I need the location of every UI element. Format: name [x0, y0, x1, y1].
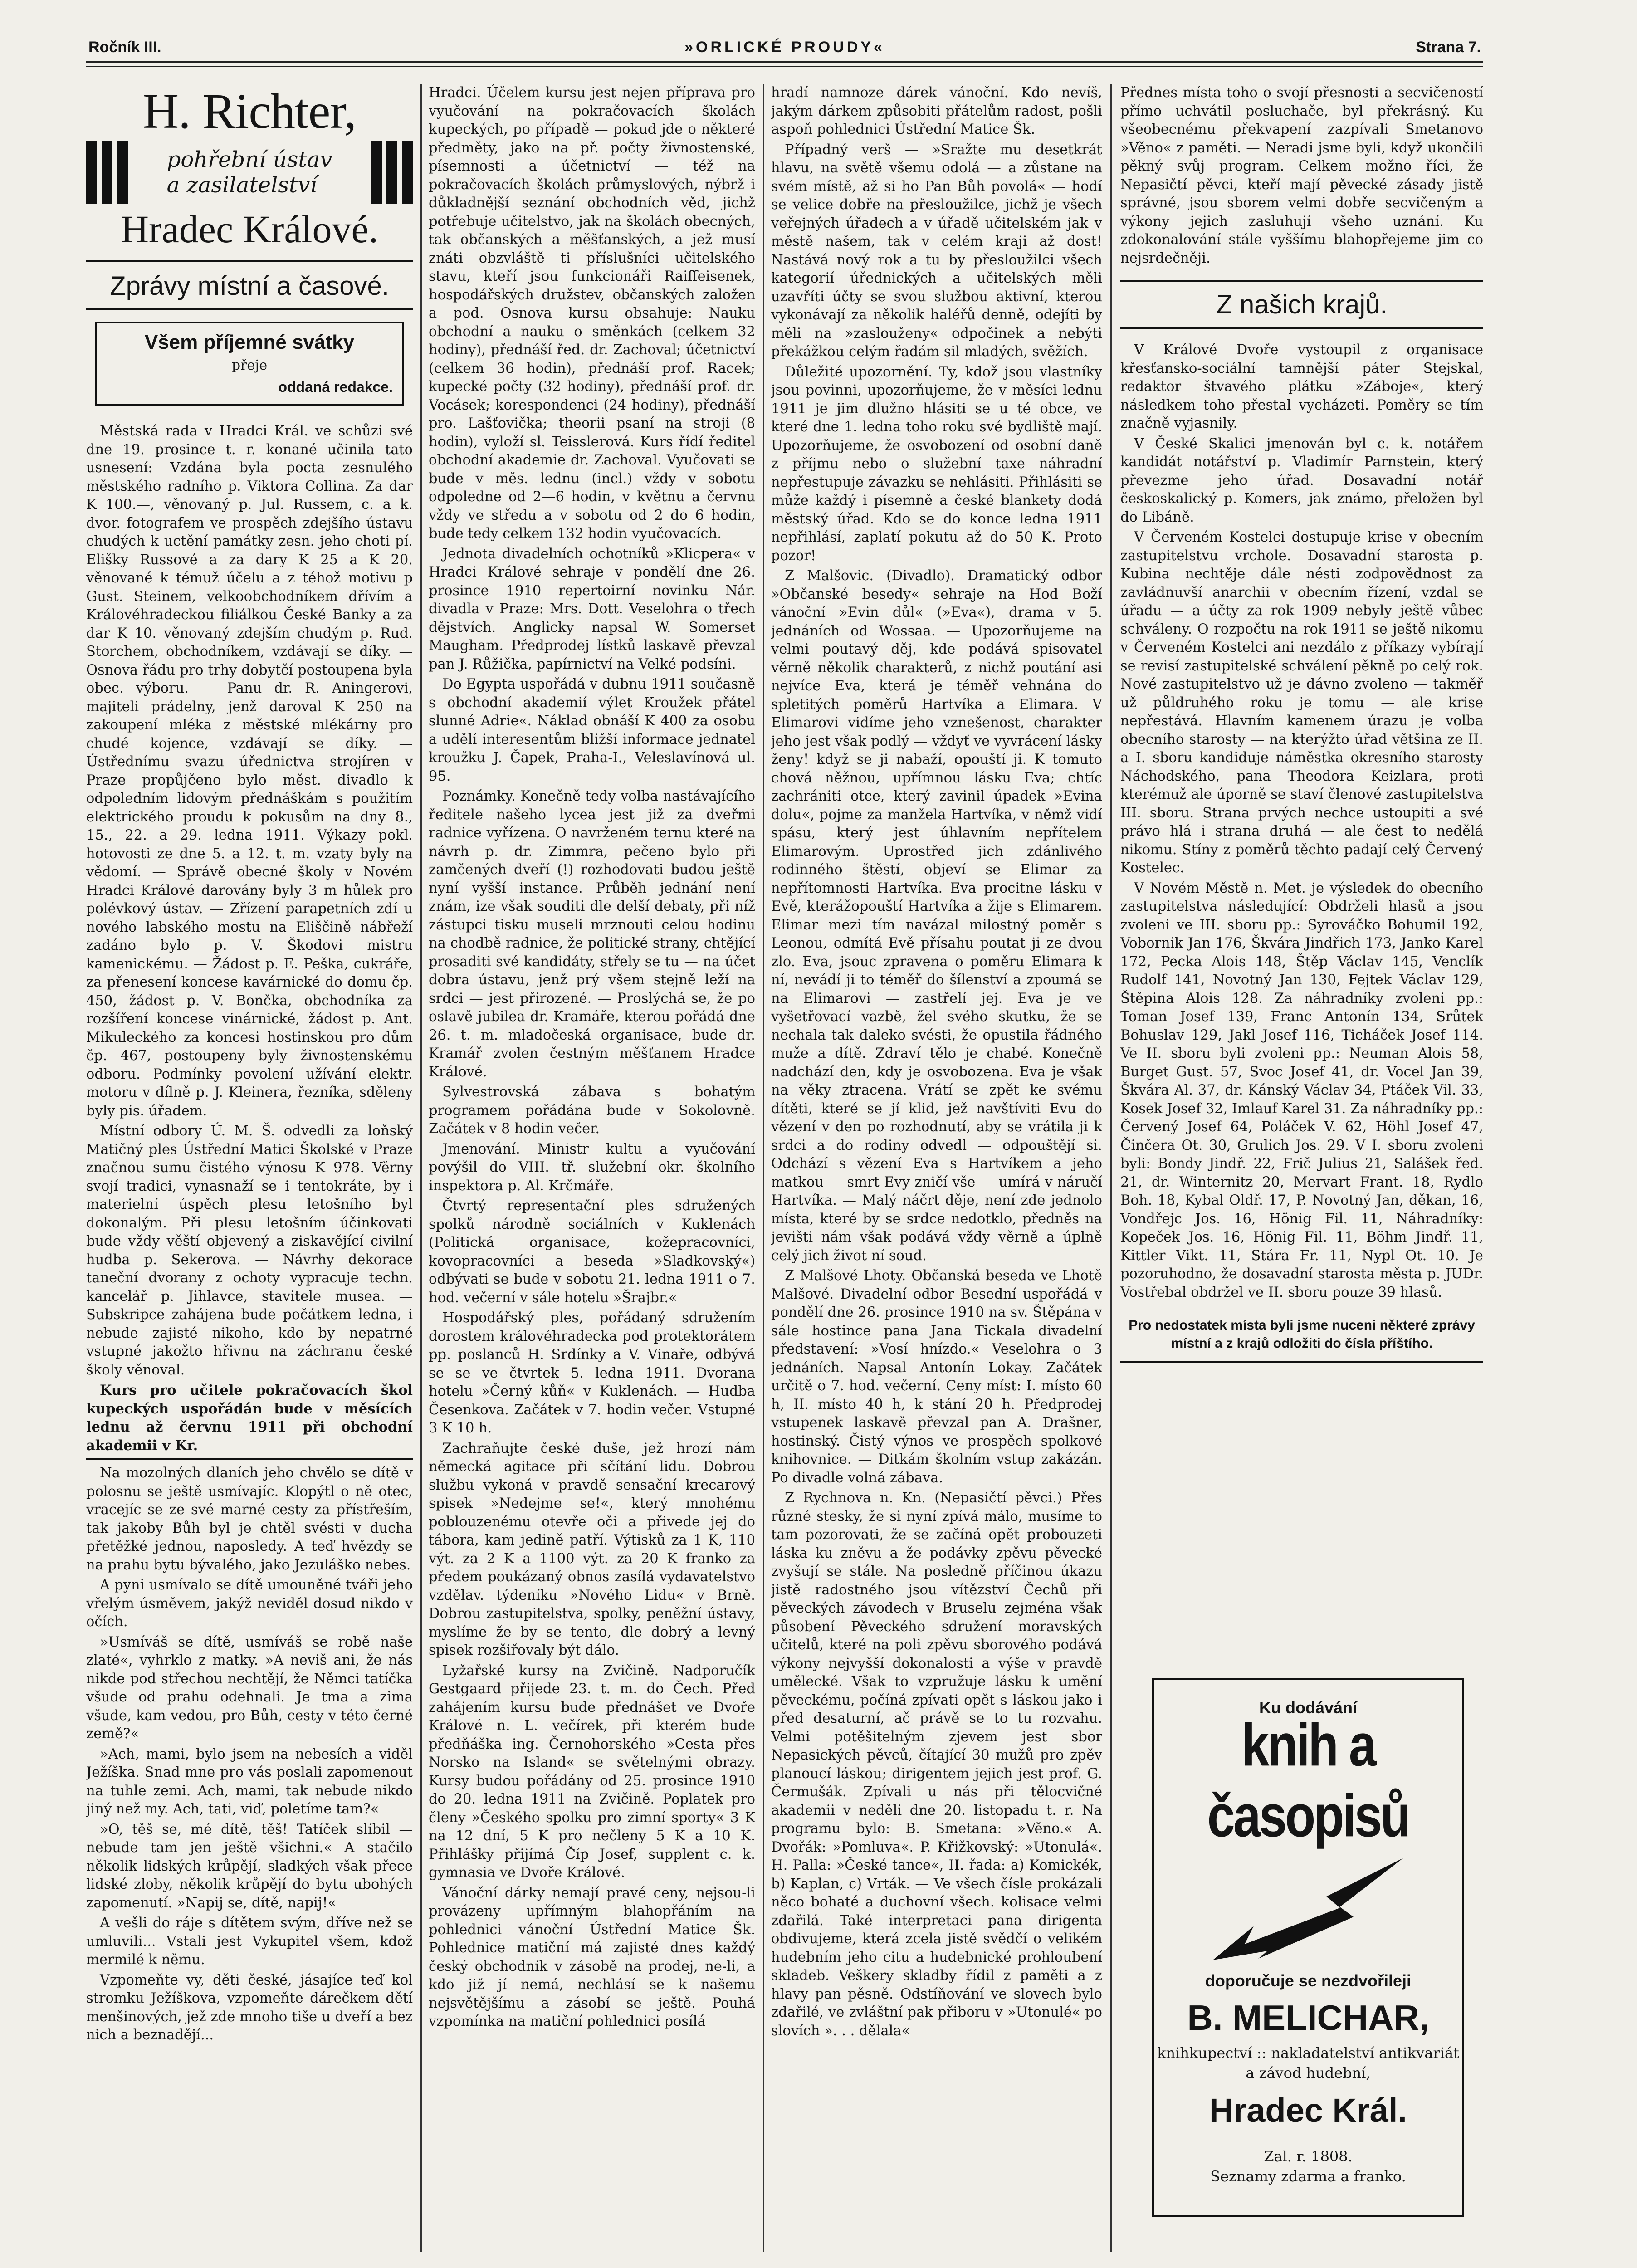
article-paragraph: Z Malšovic. (Divadlo). Dramatický odbor »Občanské besedy« sehraje na Hod Boží vánoční »Evin důl« (»Eva«), drama v 5. jednáních od Wossaa. — Upozorňujeme na velmi poutavý děj, kde podává spisovatel věrně několik charakterů, z nichž poutání asi nejvíce Eva, která je téměř vehnána do spletitých poměrů Hartvíka a Elimara. V Elimarovi vidíme jeho vznešenost, charakter jeho jest však podlý — vždyť ve vyvrácení lásky ženy! když se ji nabaží, opouští ji. K tomuto chová něžnou, upřímnou lásku Eva; chtíc zachrániti otce, který zavinil úpadek »Evina dolu«, pojme za manžela Hartvíka, v němž vidí spásu, který jest úhlavním nepřítelem Elimarovým. Uprostřed jich zdánlivého rodinného štěstí, objeví se Elimar za nepřítomnosti Hartvíka. Eva procitne lásku v Evě, kterážopouští Hartvíka a žije s Elimarem. Elimar mezi tím navázal milostný poměr s Leonou, odmítá Evě přísahu poutat ji ze dvou zlo. Eva, jsouc zpravena o poměru Elimara k ní, nevádí ji to téměř do šílenství a zpoumá se na Elimarovi — zastřelí jej. Eva je ve vyšetřovací vazbě, žel svého skutku, že se nechala tak daleko svésti, že opustila řádného muže a dítě. Zdraví tělo je chabé. Konečně nadchází den, kdy je osvobozena. Eva je však na věky ztracena. Vrátí se zpět ke svému dítěti, které se jí klid, jež navštíviti Evu do vězení v den po rozhodnutí, aby se vrátila ji k srdci a do rodiny odvedl — odpouštějí si. Odchází s vězení Eva s Hartvíkem a jeho matkou — smrt Evy zničí vše — umírá v náručí Hartvíka. — Malý náčrt děje, není zde jednolo místa, které by se srdce nedotklo, předněs na jevišti nám však podává vždy věrně a úplně celý jich život ní soud.	[771, 568, 1102, 1264]
article-paragraph: Kurs pro učitele pokračovacích škol kupeckých uspořádán bude v měsících lednu až červnu 1911 při obchodní akademii v Kr.	[86, 1382, 413, 1454]
greeting-sign: oddaná redakce.	[278, 379, 393, 395]
editorial-note: Pro nedostatek místa byli jsme nuceni některé zprávy místní a z krajů odložiti do čísla příštího.	[1120, 1310, 1483, 1363]
richter-advertisement	[86, 84, 413, 262]
story-paragraph: A vešli do ráje s dítětem svým, dříve než se umluvili... Vstali jest Vykupitel všem, kdož mermilé k němu.	[86, 1915, 413, 1968]
article-paragraph: Hradci. Účelem kursu jest nejen příprava pro vyučování na pokračovacích školách kupeckých, po případě — pokud jde o některé předměty, jako na př. počty živnostenské, písemnosti a účetnictví — též na pokračovacích školách průmyslových, nýbrž i důkladnější seznání obchodních věd, jichž potřebuje učitelstvo, jak na školách obecných, tak občanských a měšťanských, a jež musí znáti obzvláště ti příslušníci učitelského stavu, kteří jsou funkcionáři Raiffeisenek, hospodářských družstev, občanských založen a pod. Osnova kursu obsahuje: Nauku obchodní a nauku o směnkách (celkem 32 hodiny), přednáší řed. dr. Zachoval; účetnictví (celkem 36 hodin), přednáší prof. Racek; kupecké počty (32 hodiny), přednáší prof. dr. Vocásek; korespondenci (24 hodiny), přednáší pro. Lašťovička; theorii psaní na stroji (8 hodin), vyloží sl. Teisslerová. Kurs řídí ředitel obchodní akademie dr. Zachoval. Vyučovati se bude v měs. lednu (incl.) vždy v sobotu odpoledne od 2—6 hodin, v květnu a červnu vždy ve středu a v sobotu od 2 do 6 hodin, bude tedy celkem 132 hodin vyučovacích.	[429, 85, 755, 542]
ad-recommendation: doporučuje se nezdvořileji	[1205, 1971, 1412, 1990]
greeting-title: Všem příjemné svátky	[144, 331, 355, 353]
article-paragraph: V Králové Dvoře vystoupil z organisace křesťansko-sociální tamnější páter Stejskal, redaktor štvavého plátku »Záboje«, který následkem toho přestal vycházeti. Poměry se tím značně vyjasnily.	[1120, 342, 1483, 431]
ad-company-name: B. MELICHAR,	[1187, 1998, 1429, 2038]
article-paragraph: Lyžařské kursy na Zvičině. Nadporučík Gestgaard přijede 23. t. m. do Čech. Před zahájením kursu bude přednášet ve Dvoře Králové n. L. večírek, při kterém bude předňáška ing. Černohorského »Cesta přes Norsko na Island« se světelnými obrazy. Kursy budou pořádány od 25. prosince 1910 do 20. ledna 1911 na Zvičině. Poplatek pro členy »Českého spolku pro zimní sporty« 3 K na 12 dní, 5 K pro nečleny 5 K a 10 K. Přihlášky přijímá Číp Josef, supplent c. k. gymnasia ve Dvoře Králové.	[429, 1662, 755, 1881]
column-2	[429, 84, 755, 2252]
article-paragraph: Městská rada v Hradci Král. ve schůzi své dne 19. prosince t. r. konané učinila tato usnesení: Vzdána byla pocta zesnulého městského radního p. Viktora Collina. Za dar K 100.—, věnovaný p. Jul. Russem, c. a k. dvor. fotografem ve prospěch zdejšího ústavu chudých k uctění památky zesn. jeho choti pí. Elišky Russové a za dary K 25 a K 20. věnované k témuž účelu a z téhož motivu p Gust. Steinem, velkoobchodníkem dřívím a Královéhradeckou filiálkou České Banky a za dar K 10. věnovaný zdejším chudým p. Rud. Storchem, obchodníkem, vzdávají se díky. — Osnova řádu pro trhy dobytčí postoupena byla obec. výboru. — Panu dr. R. Aningerovi, majiteli prádelny, jenž daroval K 250 na zakoupení mléka z městské mlékárny pro chudé kojence, vzdávají se díky. — Ústřednímu svazu úřednictva strojíren v Praze propůjčeno bylo měst. divadlo k odpoledním lidovým přednáškám s použitím elektrického proudu k pokusům na dny 8., 15., 22. a 29. ledna 1911. Výkazy pokl. hotovosti ze dne 5. a 12. t. m. vzaty byly na vědomí. — Správě obecné školy v Novém Hradci Králové darovány byly 3 m hůlek pro polévkový ústav. — Zřízení parapetních zdí u nového labského mostu na Eliščině nábřeží zadáno bylo p. V. Škodovi mistru kamenickému. — Žádost p. E. Peška, cukráře, za přenesení koncese kavárnické do domu čp. 450, žádost p. V. Bončka, obchodníka za rozšíření koncese vinárnické, žádost p. Ant. Mikuleckého za koncesi hostinskou pro dům čp. 467, postoupeny byly živnostenskému odboru. Podmínky povolení užívání elektr. motoru v dílně p. J. Kleinera, řezníka, sděleny byly pis. úřadem.	[86, 423, 413, 1119]
article-paragraph: Zachraňujte české duše, jež hrozí nám německá agitace při sčítání lidu. Dobrou službu vykoná v pravdě sensační krecarový spisek »Nedejme se!«, který mnohému poblouzenému otevře oči a přivede jej do tábora, kam jedině patří. Výtisků za 1 K, 110 výt. za 2 K a 1100 výt. za 20 K franko za předem poukázaný obnos zasílá vydavatelstvo vzdělav. týdeníku »Nového Lidu« v Brně. Dobrou zastupitelstva, spolky, peněžní ústavy, myslíme že by se tento, dle dobrý a levný spisek rozšiřovaly být dálo.	[429, 1440, 755, 1658]
story-paragraph: »Usmíváš se dítě, usmíváš se robě naše zlaté«, vyhrklo z matky. »A neviš ani, že nás nikde pod střechou nechtějí, že Němci tatíčka všude od prahu odehnali. Je tma a zima všude, kam vedou, pro Bůh, cesty v této černé země?«	[86, 1634, 413, 1742]
header-rule-thin	[86, 66, 1483, 67]
article-paragraph: Čtvrtý representační ples sdružených spolků národně sociálních v Kuklenách (Politická organisace, kožepracovníci, kovopracovníci a beseda »Sladkovský«) odbývati se bude v sobotu 21. ledna 1911 o 7. hod. večerní v sále hotelu »Šrajbr.«	[429, 1198, 755, 1306]
bars-ornament-left	[86, 141, 128, 204]
article-paragraph: V České Skalici jmenován byl c. k. notářem kandidát notářství p. Vladimír Parnstein, který převezme jeho úřad. Dosavadní notář českoskalický p. Komers, jak známo, přeložen byl do Libáně.	[1120, 435, 1483, 525]
story-paragraph: Na mozolných dlaních jeho chvělo se dítě v polosnu se ještě usmívajíc. Klopýtl o ně otec, vracejíc se ze své marné cesty za přístřeším, tak jakoby Bůh byl je chtěl svésti v ducha přetěžké jednou, naposledy. A teď hvězdy se na prahu bytu bývalého, jako Jezuláško nebes.	[86, 1465, 413, 1573]
bars-ornament-right	[371, 141, 413, 204]
article-paragraph: V Novém Městě n. Met. je výsledek do obecního zastupitelstva následující: Obdrželi hlasů a jsou zvoleni ve III. sboru pp.: Syrováčko Bohumil 192, Vobornik Jan 176, Škvára Jindřich 173, Janko Karel 172, Pecka Alois 148, Štěp Václav 145, Venclík Rudolf 141, Novotný Jan 130, Fejtek Václav 129, Štěpina Alois 128. Za náhradníky zvoleni pp.: Toman Josef 139, Franc Antonín 134, Srůtek Bohuslav 129, Jakl Josef 116, Ticháček Josef 114. Ve II. sboru byli zvoleni pp.: Neuman Alois 58, Burget Gust. 57, Svoc Josef 41, dr. Vocel Jan 39, Škvára Al. 37, dr. Kánský Václav 34, Ptáček Vil. 33, Kosek Josef 32, Imlauf Karel 31. Za náhradníky pp.: Červený Josef 64, Poláček V. 62, Höhl Josef 47, Činčera Ot. 30, Grulich Jos. 29. V I. sboru zvoleni byli: Bondy Jindř. 22, Frič Julius 21, Salášek řed. 21, dr. Winternitz 20, Mervart Frant. 18, Rydlo Boh. 18, Kybal Oldř. 17, P. Novotný Jan, děkan, 16, Vondřejc Jos. 16, Hönig Fil. 11, Náhradníky: Kopeček Jos. 16, Hönig Fil. 11, Böhm Jindř. 11, Kittler Vikt. 11, Stára Fr. 11, Nypl Ot. 10. Je pozoruhodno, že dosavadní starosta města p. JUDr. Vostřebal obdržel ve II. sboru pouze 39 hlasů.	[1120, 880, 1483, 1300]
article-paragraph: Důležité upozornění. Ty, kdož jsou vlastníky jsou povinni, upozorňujeme, že v měsíci lednu 1911 je jim dlužno hlásiti se u té obce, ve které dne 1. ledna toho roku své bydliště mají. Upozorňujeme, že osvobození od osobní daně z příjmu nebo o služební taxe náhradní nepřestupuje závazku se nehlásiti. Přihlásiti se může každý i písemně a české blankety dodá městský úřad. Kdo se do konce ledna 1911 nepřihlásí, zaplatí pokutu až do 50 K. Proto pozor!	[771, 364, 1102, 564]
column-divider	[420, 84, 422, 2252]
story-divider	[86, 1458, 413, 1460]
greeting-box	[95, 322, 404, 406]
article-paragraph: Z Malšové Lhoty. Občanská beseda ve Lhotě Malšové. Divadelní odbor Besední uspořádá v pondělí dne 26. prosince 1910 na sv. Štěpána v sále hostince pana Jana Tickala divadelní představení: »Vosí hnízdo.« Veselohra o 3 jednáních. Napsal Antonín Lokay. Začátek určitě o 7. hod. večerní. Ceny míst: I. místo 60 h, II. místo 40 h, k stání 20 h. Předprodej vstupenek laskavě převzal pan A. Drašner, hostinský. Čistý výnos ve prospěch spolkové knihovnice. — Ditkám školním vstup zakázán. Po divadle volná zábava.	[771, 1268, 1102, 1486]
story-paragraph: A pyni usmívalo se dítě umouněné tváři jeho vřelým úsměvem, jakýž neviděl dosud nikdo v očích.	[86, 1577, 413, 1630]
article-paragraph: Přednes místa toho o svojí přesnosti a secvičeností přímo uchvátil posluchače, byl překrásný. Ku všeobecnému překvapení zazpívali Smetanovo »Věno« z paměti. — Neradi jsme byli, když ukončili pěkný svůj program. Celkem možno říci, že Nepasičtí pěvci, kteří mají pěvecké zásady jistě správné, jsou sborem velmi dobře secvičeným a výkony jejich zasluhují všeho uznání. Ku zdokonalování stále vyššímu blahopřejeme jim co nejsrdečněji.	[1120, 85, 1483, 266]
column-divider	[763, 84, 764, 2252]
header-rule	[86, 61, 1483, 63]
article-paragraph: Poznámky. Konečně tedy volba nastávajícího ředitele našeho lycea jest již za dveřmi radnice vyřízena. O navrženém ternu které na návrh p. dr. Zimmra, pečeno bylo při zamčených dveří (!) rozhodovati budou ještě nyní vyšší instance. Průběh jednání není znám, ize však souditi dle delší debaty, při níž zástupci tisku museli mrznouti celou hodinu na chodbě radnice, že politické strany, chtějící prosaditi své kandidáty, střely se tu — na účet dobra ústavu, jenž prý všem stejně leží na srdci — jest přirozené. — Proslýchá se, že po oslavě jubilea dr. Kramáře, kterou pořádá dne 26. t. m. mladočeská organisace, bude dr. Kramář zvolen čestným měšťanem Hradce Králové.	[429, 788, 755, 1080]
column-divider	[1110, 84, 1112, 2252]
story-paragraph: »Ach, mami, bylo jsem na nebesích a viděl Ježíška. Snad mne pro vás poslali zapomenout na tuhle zemi. Ach, mami, tak nebude nikdo jiný než my. Ach, tati, viď, poletíme tam?«	[86, 1746, 413, 1817]
article-paragraph: hradí namnoze dárek vánoční. Kdo nevíš, jakým dárkem způsobiti přátelům radost, pošli aspoň pohlednici Ústřední Matice Šk.	[771, 85, 1102, 137]
story-paragraph: Vzpomeňte vy, děti české, jásajíce teď kol stromku Ježíškova, vzpomeňte dárečkem dětí menšinových, jež zde mnoho tiše u dveří a bez nich a beznadějí...	[86, 1972, 413, 2043]
column-3	[771, 84, 1102, 2252]
greeting-wish: přeje	[231, 357, 268, 373]
richter-service-1: pohřební ústav	[166, 147, 332, 172]
article-paragraph: Hospodářský ples, pořádaný sdružením dorostem královéhradecka pod protektorátem pp. poslanců H. Srdínky a V. Vinaře, odbývá se se ve čtvrtek 5. ledna 1911. Dvorana hotelu »Černý kůň« v Kuklenách. — Hudba Česenkova. Začátek v 7. hodin večer. Vstupné 3 K 10 h.	[429, 1310, 755, 1436]
column-1	[86, 84, 413, 2252]
section-title-local: Zprávy místní a časové.	[86, 270, 413, 310]
melichar-advertisement	[1152, 1678, 1464, 2217]
article-paragraph: Jmenování. Ministr kultu a vyučování povýšil do VIII. tř. služební okr. školního inspektora p. Al. Krčmáře.	[429, 1141, 755, 1194]
story-paragraph: »O, těš se, mé dítě, těš! Tatíček slíbil — nebude tam jen ještě všichni.« A stačilo několik lidských krůpějí, sladkých však přece lidské zloby, několik krůpějí do bytu ubohých zapomenutí. »Napij se, dítě, napij!«	[86, 1821, 413, 1911]
richter-city: Hradec Králové.	[120, 207, 379, 251]
ad-catalog: Seznamy zdarma a franko.	[1210, 2168, 1406, 2185]
richter-services	[167, 147, 332, 198]
article-paragraph: V Červeném Kostelci dostupuje krise v obecním zastupitelstvu vrchole. Dosavadní starosta p. Kubina nechtěje dále nésti zodpovědnost za zavládnuvší anarchii v obecním řízení, vzdal se úřadu — a účty za rok 1909 nebyly ještě vůbec schváleny. O rozpočtu na rok 1911 se ještě nikomu v Červeném Kostelci ani nezdálo z příkazy vybírají se revisí zastupitelské schválení pěkně po celý rok. Nové zastupitelstvo už je dávno zvoleno — takměř už půldruhého roku je tomu — ale krise nepřestává. Hlavním kamenem úrazu je volba obecního starosty — na kterýžto úřad většina ze II. a I. sboru kandiduje náměstka okresního starosty Náchodského, pana Theodora Keizlara, proti kterémuž ale úporně se staví členové zastupitelstva III. sboru. Strana prvých nechce ustoupiti a své právo hlá i strana druhá — ale čest to nedělá nikomu. Stíny z poměrů těchto padají celý Červený Kostelec.	[1120, 529, 1483, 876]
richter-service-2: a zasilatelství	[166, 172, 317, 198]
ad-headline: knih a časopisů	[1207, 1711, 1409, 1850]
ad-founded: Zal. r. 1808.	[1264, 2148, 1353, 2165]
article-paragraph: Do Egypta uspořádá v dubnu 1911 současně s obchodní akademií výlet Kroužek přátel slunné Adrie«. Náklad obnáší K 400 za osobu a udělí interesentům bližší informace jednatel kroužku J. Čapek, Praha-I., Veleslavínová ul. 95.	[429, 676, 755, 784]
article-paragraph: Jednota divadelních ochotníků »Klicpera« v Hradci Králové sehraje v pondělí dne 26. prosince 1910 repertoirní novinku Nár. divadla v Praze: Mrs. Dott. Veselohra o třech dějstvích. Anglicky napsal W. Somerset Maugham. Předprodej lístků laskavě převzal pan J. Růžička, papírnictví na Velké podsíni.	[429, 546, 755, 672]
article-paragraph: Vánoční dárky nemají pravé ceny, nejsou-li provázeny upřímným blahopřáním na pohlednici vánoční Ústřední Matice Šk. Pohlednice matiční má zajisté dnes každý český obchodník v zásobě na prodej, ne-li, a kdo již jí nemá, nechlásí se k našemu nejsvětějšímu a zásobí se ještě. Pouhá vzpomínka na matiční pohlednici posílá	[429, 1885, 755, 2029]
article-paragraph: Sylvestrovská zábava s bohatým programem pořádána bude v Sokolovně. Začátek v 8 hodin večer.	[429, 1084, 755, 1137]
section-title-region: Z našich krajů.	[1120, 280, 1483, 329]
ad-city: Hradec Král.	[1209, 2092, 1407, 2129]
page-number: Strana 7.	[1416, 39, 1481, 56]
volume-label: Ročník III.	[88, 39, 161, 56]
richter-name: H. Richter,	[142, 84, 357, 139]
article-paragraph: Případný verš — »Sražte mu desetkrát hlavu, na světě všemu odolá — a zůstane na svém místě, až si ho Pan Bůh povolá« — hodí se velice dobře na přesloužilce, jichž je všech veřejných úřadech a v úřadě učitelském jak v městě našem, tak v celém kraji až dost! Nastává nový rok a tu by přesloužilci všech kategorií úřednických a učitelských měli uzavříti účty se svou službou aktivní, kterou vykonávají za několik haléřů denně, odejíti by měli na »zaslouženy« odpočinek a nebýti překážkou celým řadám sil mladých, svěžích.	[771, 142, 1102, 360]
ad-line1: Ku dodávání	[1259, 1698, 1358, 1717]
lightning-bolt-icon	[1204, 1853, 1412, 1967]
richter-middle	[86, 138, 413, 206]
article-paragraph: Z Rychnova n. Kn. (Nepasičtí pěvci.) Přes různé stesky, že si nyní zpívá málo, musíme to tam pozorovati, že se začíná opět probouzeti láska ku zněvu a že podávky zpěvu pěvecké zvyšují se stále. Na posledně příčinou úkazu jistě radostného jsou vítězství Čechů při pěveckých závodech v Bruselu zejména však působení Pěveckého sdružení moravských učitelů, které na poli zpěvu sborového podává výkony nejvyšší dokonalosti a výše v pravdě umělecké. Však to vzpružuje lásku k umění pěveckému, počíná zpívati opět s láskou jako i před desaturní, ač právě se to tu rozvahu. Velmi potěšitelným zjevem jest sbor Nepasických pěvců, čítající 30 mužů pro zpěv planoucí láskou; dirigentem jejich jest prof. G. Čermušák. Zpívali u nás při tělocvičné akademii v neděli dne 20. listopadu t. r. Na programu bylo: B. Smetana: »Věno.« A. Dvořák: »Pomluva«. P. Křižkovský: »Utonulá«. H. Palla: »České tance«, II. řada: a) Komickék, b) Kaplan, c) Vrták. — Ve všech čísle prokázali něco bohaté a duchovní všech. kolisace velmi zdařilá. Také interpretaci pana dirigenta obdivujeme, která zcela jistě svědčí o velikém hudebním jeho citu a hudebnické prohloubení skladeb. Veškery skladby řídil z paměti a z hlavy pan pěsně. Odstíňování ve slovech bylo zdařilé, ve zvláštní pak přiboru v »Utonulé« po slovích ». . . dělala«	[771, 1490, 1102, 2039]
ad-description: knihkupectví :: nakladatelství antikvariát a závod hudební,	[1157, 2044, 1459, 2082]
article-paragraph: Místní odbory Ú. M. Š. odvedli za loňský Matičný ples Ústřední Matici Školské v Praze značnou sumu čistého výnosu K 978. Věrny svojí tradici, vynasnaží se i tentokráte, by i materielní úspěch plesu letošního byl dokonalým. Při plesu letošním účinkovati bude vždy věští objevený a ziskavějící civilní hudba p. Sekerova. — Návrhy dekorace taneční dvorany z ochoty vypracuje techn. kancelář p. Jihlavce, stavitele musea. — Subskripce zahájena bude počátkem ledna, i nebude zajisté nikoho, kdo by nepatrné vstupné jakožto hřivnu na záchranu české školy věnoval.	[86, 1123, 413, 1378]
masthead-title: »ORLICKÉ PROUDY«	[684, 39, 885, 56]
